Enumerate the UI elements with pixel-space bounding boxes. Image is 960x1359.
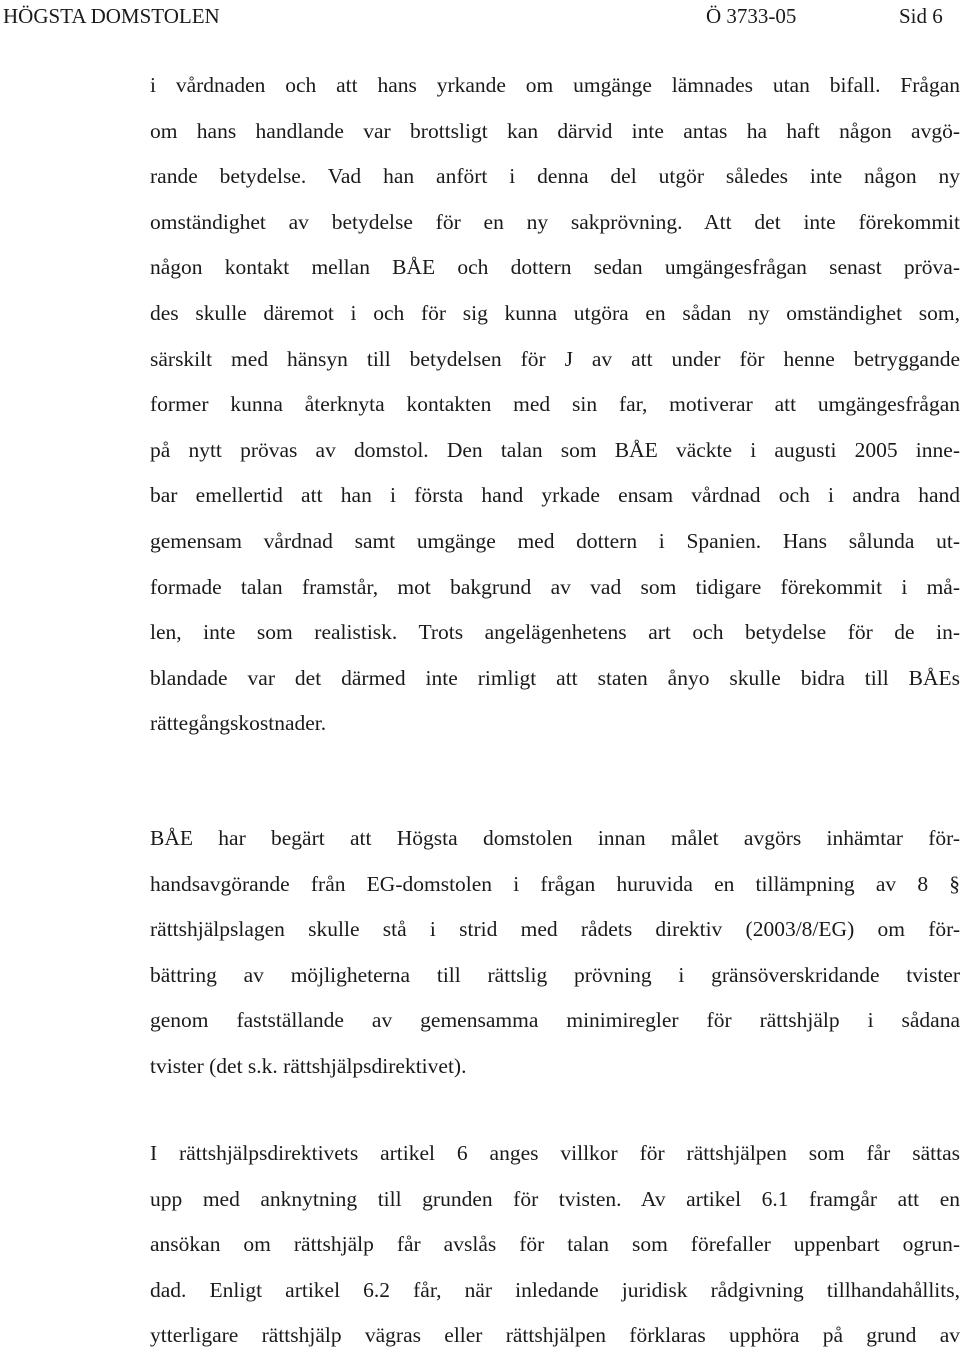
- page-number: Sid 6: [899, 4, 943, 28]
- text-line: omständighet av betydelse för en ny sakprövning. Att det inte förekommit: [150, 209, 960, 234]
- text-line: dad. Enligt artikel 6.2 får, när inledande juridisk rådgivning tillhandahållits,: [150, 1277, 960, 1302]
- text-line: len, inte som realistisk. Trots angelägenhetens art och betydelse för de in-: [150, 620, 960, 645]
- text-line: någon kontakt mellan BÅE och dottern sedan umgängesfrågan senast pröva-: [150, 255, 960, 280]
- text-line: gemensam vårdnad samt umgänge med dottern i Spanien. Hans sålunda ut-: [150, 528, 960, 553]
- text-line: blandade var det därmed inte rimligt att staten ånyo skulle bidra till BÅEs: [150, 665, 960, 690]
- paragraph-2: [150, 816, 960, 1090]
- text-line: på nytt prövas av domstol. Den talan som BÅE väckte i augusti 2005 inne-: [150, 437, 960, 462]
- paragraph-1: [150, 63, 960, 747]
- case-number: Ö 3733-05: [706, 4, 797, 28]
- text-line: ytterligare rättshjälp vägras eller rättshjälpen förklaras upphöra på grund av: [150, 1323, 960, 1348]
- text-line: handsavgörande från EG-domstolen i frågan huruvida en tillämpning av 8 §: [150, 871, 960, 896]
- text-line: BÅE har begärt att Högsta domstolen innan målet avgörs inhämtar för-: [150, 826, 960, 850]
- text-line: des skulle däremot i och för sig kunna utgöra en sådan ny omständighet som,: [150, 300, 960, 325]
- text-line: rande betydelse. Vad han anfört i denna del utgör således inte någon ny: [150, 164, 960, 189]
- text-line: genom fastställande av gemensamma minimiregler för rättshjälp i sådana: [150, 1008, 960, 1033]
- court-name: HÖGSTA DOMSTOLEN: [3, 4, 220, 28]
- text-line: I rättshjälpsdirektivets artikel 6 anges villkor för rättshjälpen som får sättas: [150, 1141, 960, 1165]
- text-line: bättring av möjligheterna till rättslig prövning i gränsöverskridande tvister: [150, 962, 960, 987]
- text-line: i vårdnaden och att hans yrkande om umgänge lämnades utan bifall. Frågan: [150, 73, 960, 97]
- text-line: tvister (det s.k. rättshjälpsdirektivet).: [150, 1053, 467, 1078]
- text-line: särskilt med hänsyn till betydelsen för J av att under för henne betryggande: [150, 346, 960, 371]
- text-line: ansökan om rättshjälp får avslås för talan som förefaller uppenbart ogrun-: [150, 1232, 960, 1257]
- text-line: formade talan framstår, mot bakgrund av vad som tidigare förekommit i må-: [150, 574, 960, 599]
- text-line: rättshjälpslagen skulle stå i strid med rådets direktiv (2003/8/EG) om för-: [150, 917, 960, 942]
- text-line: rättegångskostnader.: [150, 711, 327, 736]
- text-line: bar emellertid att han i första hand yrkade ensam vårdnad och i andra hand: [150, 483, 960, 508]
- paragraph-3: [150, 1131, 960, 1359]
- text-line: om hans handlande var brottsligt kan därvid inte antas ha haft någon avgö-: [150, 118, 960, 143]
- text-line: former kunna återknyta kontakten med sin far, motiverar att umgängesfrågan: [150, 392, 960, 417]
- page-header: [0, 4, 960, 32]
- text-line: upp med anknytning till grunden för tvisten. Av artikel 6.1 framgår att en: [150, 1186, 960, 1211]
